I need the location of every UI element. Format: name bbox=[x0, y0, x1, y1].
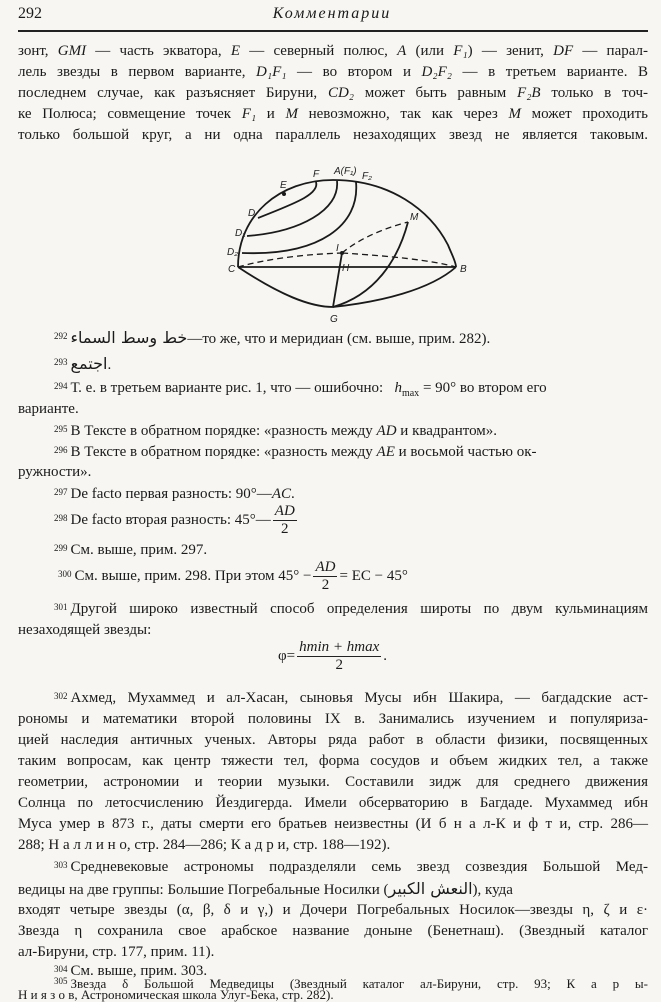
footnote-number: 303 bbox=[54, 860, 68, 870]
page-number: 292 bbox=[18, 5, 42, 22]
note-302-line: рономы и математики второй половины IX в. Занимались изучением и популяриза- bbox=[18, 711, 648, 727]
note-302-line: таким вопросам, как центр тяжести тел, форма сосудов и объем жидких тел, а также bbox=[18, 753, 648, 769]
note-293: $^{293}$ اجتمع. bbox=[54, 354, 112, 373]
note-300: $^{300}$ См. выше, прим. 298. При этом 45° − $\frac{AD}{2}$ = EC − 45° bbox=[58, 559, 408, 594]
note-294: $^{294}$ Т. е. в третьем варианте рис. 1, что — ошибочно: $h_{max} = 90^\circ$ во втором его bbox=[54, 380, 547, 399]
note-302-line: $^{302}$ Ахмед, Мухаммед и ал-Хасан, сыновья Мусы ибн Шакира, — багдадские аст- bbox=[54, 690, 648, 706]
label-M: M bbox=[410, 212, 419, 223]
footnote-number: 302 bbox=[54, 691, 68, 701]
intro-line: ке Полюса; совмещение точек F₁ и M невозможно, так как через M может проходить bbox=[18, 106, 649, 122]
note-302-line: 288; Н а л л и н о, стр. 284—286; К а д р и, стр. 188—192). bbox=[18, 837, 391, 853]
arabic-term: خط وسط السماء bbox=[70, 328, 188, 347]
label-H: H bbox=[342, 263, 350, 274]
label-F: F bbox=[313, 169, 320, 180]
footnote-number: 295 bbox=[54, 424, 68, 434]
label-E: E bbox=[280, 180, 287, 191]
point-I bbox=[340, 251, 344, 255]
fraction: $\frac{AD}{2}$ bbox=[274, 503, 295, 538]
line-IH bbox=[333, 253, 342, 307]
label-A: A(F₁) bbox=[334, 166, 357, 177]
arabic-term: اجتمع bbox=[70, 354, 108, 373]
note-303-line: $^{303}$ Средневековые астрономы подразделяли семь звезд созвездия Большой Мед- bbox=[54, 859, 648, 875]
note-305-cont: Н и я з о в, Астрономическая школа Улуг-Бека, стр. 282). bbox=[18, 987, 334, 1002]
note-303-line: ведицы на две группы: Большие Погребальные Носилки (النعش الكبير), куда bbox=[18, 879, 513, 898]
note-302-line: Муса умер в 873 г., даты смерти его братьев неизвестны (И б н а л-К и ф т и, стр. 286— bbox=[18, 816, 648, 832]
intro-line: последнем случае, как разъясняет Бируни, CD₂ может быть равным F₂B только в точ- bbox=[18, 85, 648, 101]
note-302-line: Солнца по летосчислению Йездигерда. Имели обсерваторию в Багдаде. Мухаммед ибн bbox=[18, 795, 648, 811]
note-292: $^{292}$ خط وسط السماء—то же, что и меридиан (см. выше, прим. 282). bbox=[54, 328, 491, 347]
footnote-number: 296 bbox=[54, 445, 68, 455]
intro-line: только большой круг, а ни одна параллель незаходящих звезд не является таковым. bbox=[18, 127, 648, 143]
note-302-line: цией наследия античных ученых. Авторы ряда работ в области физики, посвященных bbox=[18, 732, 648, 748]
arabic-term: النعش الكبير bbox=[388, 879, 473, 898]
fraction: $\frac{hmin + hmax}{2}$ bbox=[299, 639, 380, 674]
label-B: B bbox=[460, 264, 467, 275]
footnote-number: 292 bbox=[54, 331, 68, 341]
intro-line: зонт, GMI — часть экватора, E — северный полюс, A (или F₁) — зенит, DF — парал- bbox=[18, 43, 648, 59]
note-297: $^{297}$ De facto первая разность: 90°—AC. bbox=[54, 486, 295, 502]
dashed-CI bbox=[238, 253, 342, 267]
note-304: $^{304}$ См. выше, прим. 303. bbox=[54, 963, 208, 979]
note-295: $^{295}$ В Тексте в обратном порядке: «разность между AD и квадрантом». bbox=[54, 423, 498, 439]
note-294-cont: варианте. bbox=[18, 401, 79, 417]
running-title: Комментарии bbox=[272, 5, 392, 22]
note-305: $^{305}$ Звезда δ Большой Медведицы (Звездный каталог ал-Бируни, стр. 93; К а р ы- bbox=[54, 976, 648, 991]
footnote-number: 297 bbox=[54, 487, 68, 497]
note-303-line: Звезда η сохранила свое арабское название доныне (Бенетнаш). (Звездный каталог bbox=[18, 923, 648, 939]
fraction: $\frac{AD}{2}$ bbox=[315, 559, 336, 594]
footnote-number: 304 bbox=[54, 964, 68, 974]
note-303-line: ал-Бируни, стр. 177, прим. 11). bbox=[18, 944, 215, 960]
note-299: $^{299}$ См. выше, прим. 297. bbox=[54, 542, 208, 558]
footnote-number: 293 bbox=[54, 357, 68, 367]
label-I: I bbox=[336, 243, 339, 254]
label-D1: D₁ bbox=[235, 228, 246, 239]
label-C: C bbox=[228, 264, 236, 275]
note-296: $^{296}$ В Тексте в обратном порядке: «разность между AE и восьмой частью ок- bbox=[54, 444, 537, 460]
note-302-line: геометрии, астрономии и теории музыки. Составили зидж для среднего движения bbox=[18, 774, 648, 790]
note-301-cont: незаходящей звезды: bbox=[18, 622, 152, 638]
footnote-number: 299 bbox=[54, 543, 68, 553]
label-D: D bbox=[248, 208, 256, 219]
latitude-formula: φ= $\frac{hmin + hmax}{2}$ . bbox=[278, 639, 387, 674]
celestial-sphere-figure bbox=[0, 150, 661, 325]
note-298: $^{298}$ De facto вторая разность: 45°— $\frac{AD}{2}$ bbox=[54, 503, 295, 538]
label-G: G bbox=[330, 314, 338, 325]
note-303-line: входят четыре звезды (α, β, δ и γ,) и Дочери Погребальных Носилок—звезды η, ζ и ε· bbox=[18, 902, 648, 918]
footnote-number: 300 bbox=[58, 569, 72, 579]
footnote-number: 298 bbox=[54, 513, 68, 523]
footnote-number: 305 bbox=[54, 976, 68, 986]
dashed-IB bbox=[342, 253, 456, 267]
parallel-DF bbox=[258, 182, 316, 218]
note-296-cont: ружности». bbox=[18, 464, 92, 480]
footnote-number: 301 bbox=[54, 602, 68, 612]
header-rule bbox=[18, 30, 648, 32]
label-F2: F₂ bbox=[362, 171, 372, 182]
label-D2: D₂ bbox=[227, 247, 239, 258]
point-E bbox=[282, 192, 286, 196]
note-301: $^{301}$ Другой широко известный способ определения широты по двум кульминациям bbox=[54, 601, 648, 617]
intro-line: лель звезды в первом варианте, D₁F₁ — во втором и D₂F₂ — в третьем варианте. В bbox=[18, 64, 649, 80]
footnote-number: 294 bbox=[54, 381, 68, 391]
